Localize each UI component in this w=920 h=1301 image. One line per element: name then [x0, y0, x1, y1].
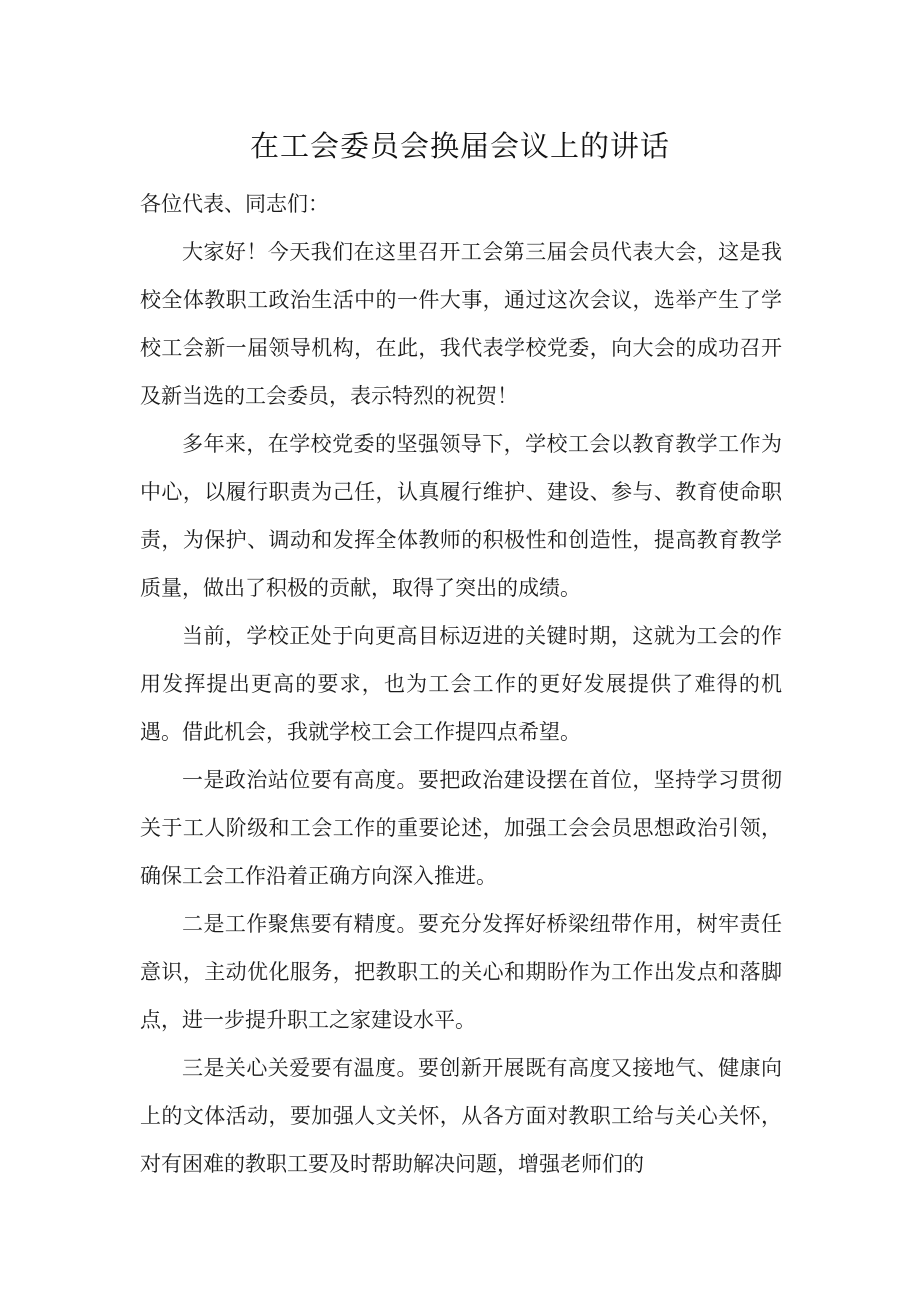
paragraph-achievements: 多年来，在学校党委的坚强领导下，学校工会以教育教学工作为中心，以履行职责为己任，认真履行维护、建设、参与、教育使命职责，为保护、调动和发挥全体教师的积极性和创造性，提高教育教学质量，做出了积极的贡献，取得了突出的成绩。 [140, 432, 782, 600]
document-title: 在工会委员会换届会议上的讲话 [249, 129, 670, 163]
paragraph-greeting: 大家好！今天我们在这里召开工会第三届会员代表大会，这是我校全体教职工政治生活中的一件大事，通过这次会议，选举产生了学校工会新一届领导机构，在此，我代表学校党委，向大会的成功召开及新当选的工会委员，表示特烈的祝贺！ [140, 240, 782, 408]
document-body [140, 180, 782, 1188]
paragraph-hope-care: 三是关心关爱要有温度。要创新开展既有高度又接地气、健康向上的文体活动，要加强人文关怀，从各方面对教职工给与关心关怀，对有困难的教职工要及时帮助解决问题，增强老师们的 [140, 1056, 782, 1176]
paragraph-current-situation: 当前，学校正处于向更高目标迈进的关键时期，这就为工会的作用发挥提出更高的要求，也为工会工作的更好发展提供了难得的机遇。借此机会，我就学校工会工作提四点希望。 [140, 624, 782, 744]
paragraph-hope-work-focus: 二是工作聚焦要有精度。要充分发挥好桥梁纽带作用，树牢责任意识，主动优化服务，把教职工的关心和期盼作为工作出发点和落脚点，进一步提升职工之家建设水平。 [140, 912, 782, 1032]
paragraph-hope-political: 一是政治站位要有高度。要把政治建设摆在首位，坚持学习贯彻关于工人阶级和工会工作的重要论述，加强工会会员思想政治引领，确保工会工作沿着正确方向深入推进。 [140, 768, 782, 888]
salutation: 各位代表、同志们： [140, 192, 329, 216]
